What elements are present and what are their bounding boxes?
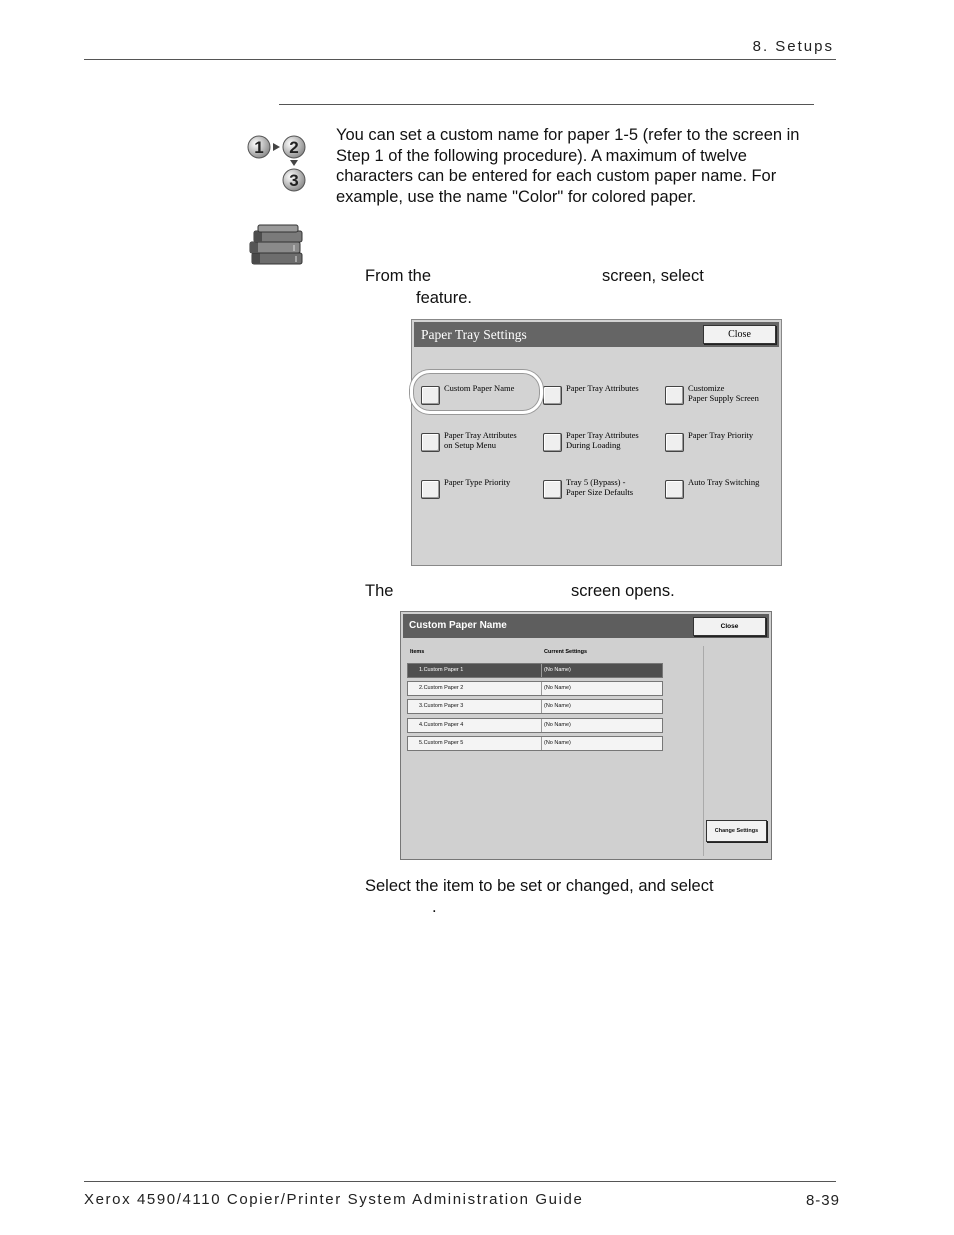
paper-tray-attributes-during-loading-option[interactable] xyxy=(543,429,665,459)
highlight-ring xyxy=(410,370,543,414)
item-name: 3.Custom Paper 3 xyxy=(419,703,464,709)
table-row[interactable] xyxy=(407,663,663,678)
footer-guide-title: Xerox 4590/4110 Copier/Printer System Administration Guide xyxy=(84,1191,584,1208)
paper-tray-attributes-setup-menu-option[interactable] xyxy=(421,429,543,459)
checkbox[interactable] xyxy=(543,480,562,499)
cell-divider xyxy=(541,737,542,750)
checkbox[interactable] xyxy=(421,433,440,452)
change-settings-button[interactable]: Change Settings xyxy=(706,820,767,842)
option-label: Custom Paper Name xyxy=(444,383,515,393)
item-value: (No Name) xyxy=(544,722,571,728)
option-label: Customize Paper Supply Screen xyxy=(688,383,759,403)
title-bar xyxy=(414,322,779,347)
cell-divider xyxy=(541,664,542,677)
step1-text-b: screen, select xyxy=(602,267,704,285)
cell-divider xyxy=(541,700,542,713)
step3-text-a: Select the item to be set or changed, and select xyxy=(365,877,714,895)
checkbox[interactable] xyxy=(543,433,562,452)
checkbox[interactable] xyxy=(543,386,562,405)
item-value: (No Name) xyxy=(544,685,571,691)
footer-rule xyxy=(84,1181,836,1182)
checkbox[interactable] xyxy=(421,480,440,499)
cell-divider xyxy=(541,719,542,732)
option-label: Tray 5 (Bypass) - Paper Size Defaults xyxy=(566,477,634,497)
intro-paragraph: You can set a custom name for paper 1-5 (refer to the screen in Step 1 of the following procedure). A maximum of twelve characters can be entered for each custom paper name. For example, use the name "Color" for colored paper. xyxy=(336,126,800,206)
checkbox[interactable] xyxy=(665,386,684,405)
auto-tray-switching-option[interactable] xyxy=(665,476,787,506)
table-row[interactable] xyxy=(407,718,663,733)
cell-divider xyxy=(541,682,542,695)
step2-text-a: The xyxy=(365,582,394,600)
section-rule xyxy=(279,104,814,105)
paper-tray-settings-screen xyxy=(411,319,782,566)
step1-text-c: feature. xyxy=(416,289,472,307)
running-header: 8. Setups xyxy=(752,38,834,55)
screen-title: Paper Tray Settings xyxy=(421,327,527,342)
svg-text:1: 1 xyxy=(254,138,264,157)
title-bar xyxy=(403,614,769,638)
item-name: 2.Custom Paper 2 xyxy=(419,685,464,691)
books-icon xyxy=(248,223,306,269)
paper-tray-attributes-option[interactable] xyxy=(543,382,665,412)
custom-paper-name-screen xyxy=(400,611,772,860)
table-row[interactable] xyxy=(407,699,663,714)
option-label: Paper Tray Attributes xyxy=(566,383,639,393)
item-name: 5.Custom Paper 5 xyxy=(419,740,464,746)
option-label: Paper Type Priority xyxy=(444,477,511,487)
column-header-current-settings: Current Settings xyxy=(544,649,588,655)
header-rule xyxy=(84,59,836,60)
svg-text:2: 2 xyxy=(289,138,299,157)
column-header-items: Items xyxy=(410,649,425,655)
option-label: Paper Tray Attributes on Setup Menu xyxy=(444,430,517,450)
checkbox[interactable] xyxy=(665,480,684,499)
table-row[interactable] xyxy=(407,681,663,696)
option-label: Paper Tray Priority xyxy=(688,430,754,440)
item-value: (No Name) xyxy=(544,667,571,673)
close-button[interactable]: Close xyxy=(693,617,766,636)
close-button[interactable]: Close xyxy=(703,325,776,344)
item-value: (No Name) xyxy=(544,740,571,746)
option-label: Auto Tray Switching xyxy=(688,477,760,487)
panel-divider xyxy=(703,646,704,856)
item-name: 4.Custom Paper 4 xyxy=(419,722,464,728)
step3-text-b: . xyxy=(432,898,437,916)
step1-text-a: From the xyxy=(365,267,432,285)
svg-text:3: 3 xyxy=(289,171,299,190)
customize-paper-supply-screen-option[interactable] xyxy=(665,382,787,412)
item-name: 1.Custom Paper 1 xyxy=(419,667,464,673)
tray5-bypass-paper-size-defaults-option[interactable] xyxy=(543,476,665,506)
option-label: Paper Tray Attributes During Loading xyxy=(566,430,639,450)
steps-123-icon xyxy=(247,134,309,192)
page-number: 8-39 xyxy=(805,1192,840,1209)
paper-tray-priority-option[interactable] xyxy=(665,429,787,459)
table-row[interactable] xyxy=(407,736,663,751)
paper-type-priority-option[interactable] xyxy=(421,476,543,506)
step2-text-b: screen opens. xyxy=(571,582,675,600)
screen-title: Custom Paper Name xyxy=(409,620,507,631)
checkbox[interactable] xyxy=(665,433,684,452)
item-value: (No Name) xyxy=(544,703,571,709)
